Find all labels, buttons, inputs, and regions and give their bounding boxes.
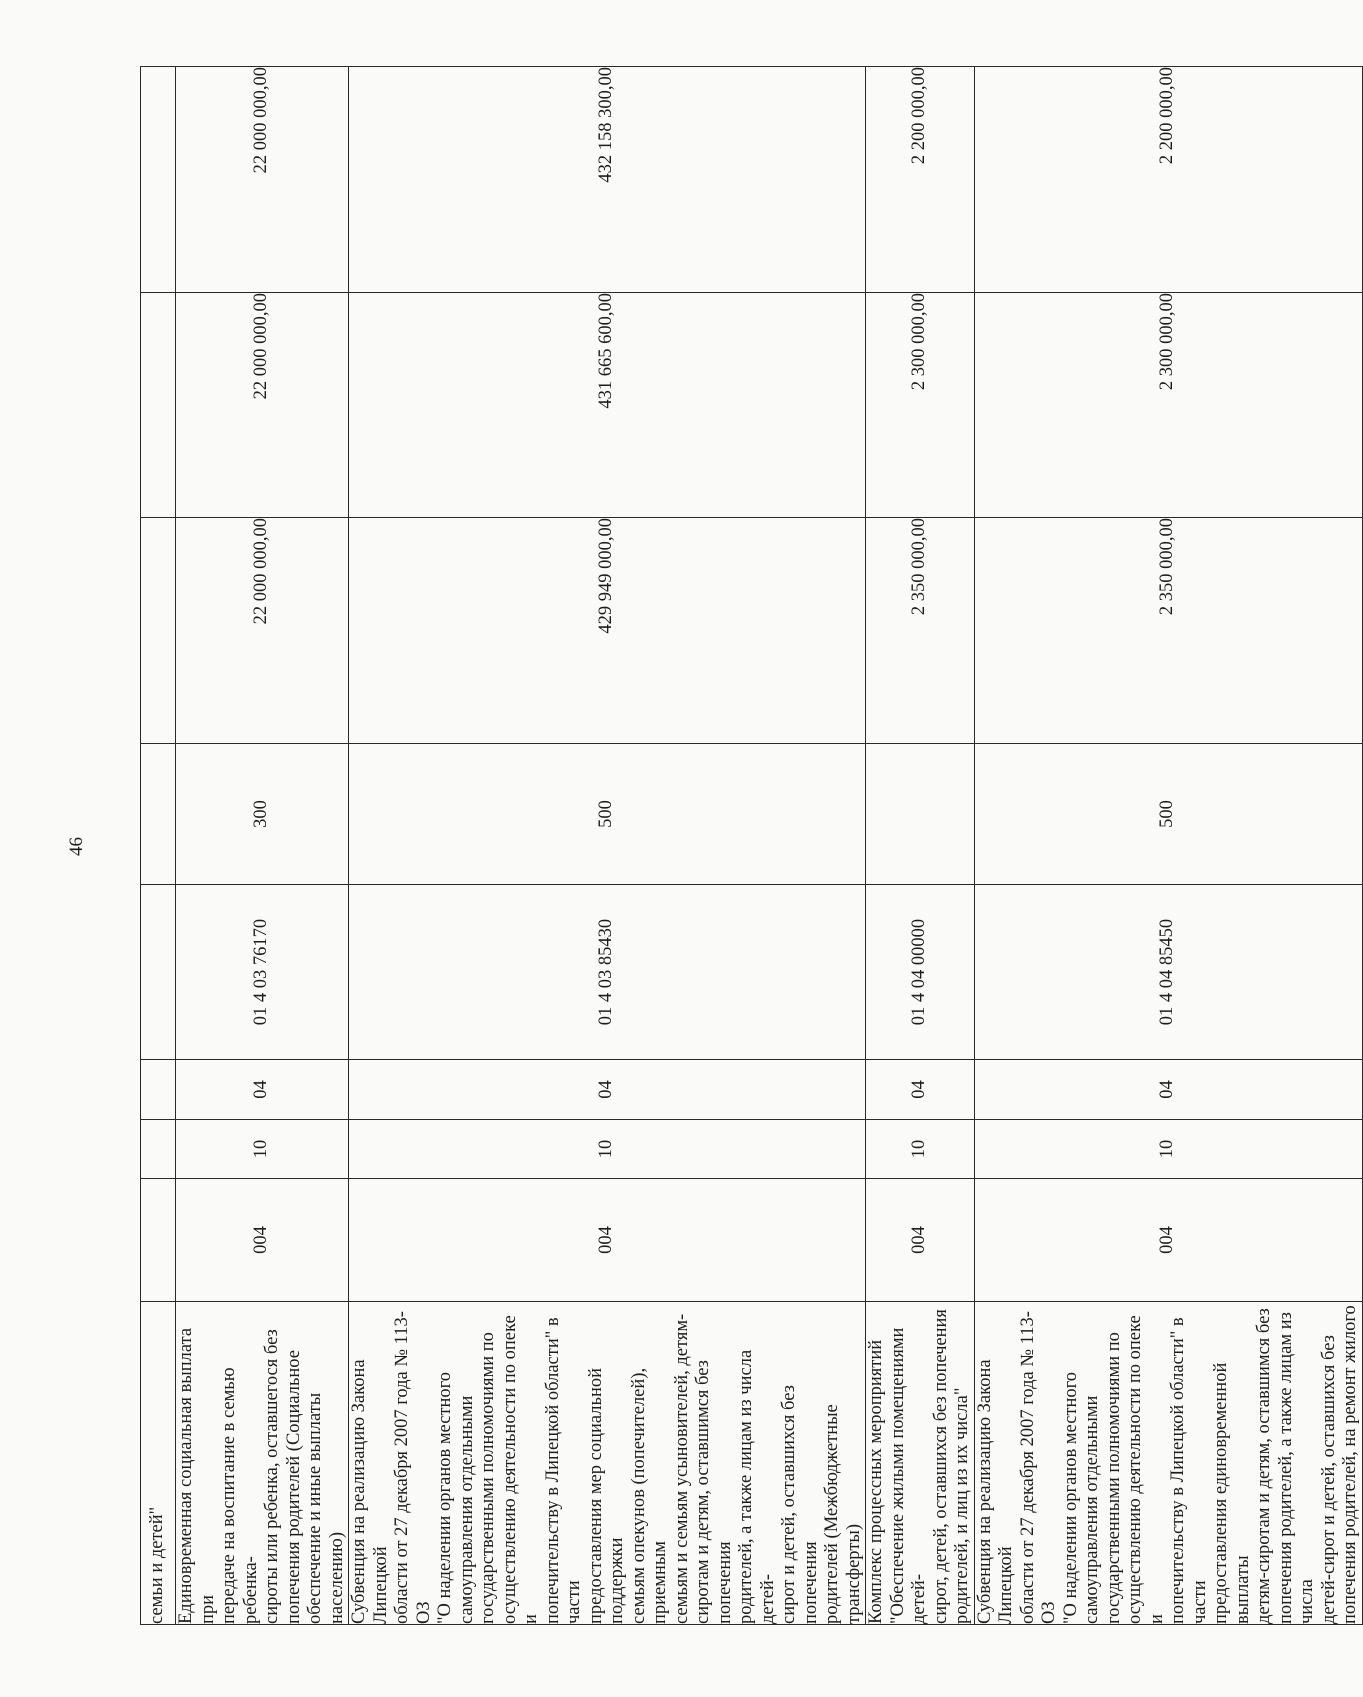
row-description: семьи и детей"	[141, 1302, 176, 1625]
cell-section	[141, 1120, 176, 1179]
cell-subsection: 04	[866, 1060, 975, 1120]
cell-year-1: 429 949 000,00	[349, 518, 866, 744]
page-number: 46	[66, 837, 87, 856]
table-row	[866, 67, 975, 1625]
cell-year-3: 432 158 300,00	[349, 67, 866, 293]
table-row	[349, 67, 866, 1625]
cell-year-2: 2 300 000,00	[974, 293, 1362, 518]
cell-target-item: 01 4 03 85430	[349, 885, 866, 1060]
cell-year-3: 2 200 000,00	[866, 67, 975, 293]
cell-code: 004	[866, 1179, 975, 1302]
cell-expense-type	[141, 744, 176, 885]
cell-year-3: 22 000 000,00	[176, 67, 349, 293]
cell-year-3: 2 200 000,00	[974, 67, 1362, 293]
cell-year-2: 431 665 600,00	[349, 293, 866, 518]
cell-section: 10	[349, 1120, 866, 1179]
cell-year-1: 2 350 000,00	[866, 518, 975, 744]
cell-code: 004	[176, 1179, 349, 1302]
cell-section: 10	[974, 1120, 1362, 1179]
cell-year-3	[141, 67, 176, 293]
cell-year-2	[141, 293, 176, 518]
row-description: Комплекс процессных мероприятий "Обеспечение жилыми помещениями детей- сирот, детей, оставшихся без попечения родителей, и лиц из их числа"	[866, 1302, 975, 1625]
cell-year-2: 22 000 000,00	[176, 293, 349, 518]
row-description: Субвенция на реализацию Закона Липецкой области от 27 декабря 2007 года № 113-ОЗ "О наделении органов местного самоуправления отдельными государственными полномочиями по осуществлению деятельности по опеке и попечительству в Липецкой области" в части предоставления мер социальной поддержки семьям опекунов (попечителей), приемным семьям и семьям усыновителей, детям- сиротам и детям, оставшимся без попечения родителей, а также лицам из числа детей- сирот и детей, оставшихся без попечения родителей (Межбюджетные трансферты)	[349, 1302, 866, 1625]
table-row	[176, 67, 349, 1625]
cell-target-item	[141, 885, 176, 1060]
cell-section: 10	[866, 1120, 975, 1179]
cell-code: 004	[349, 1179, 866, 1302]
cell-code: 004	[974, 1179, 1362, 1302]
cell-year-1: 22 000 000,00	[176, 518, 349, 744]
rotated-table-wrapper	[140, 67, 1360, 1625]
cell-subsection: 04	[176, 1060, 349, 1120]
cell-target-item: 01 4 04 85450	[974, 885, 1362, 1060]
cell-year-1: 2 350 000,00	[974, 518, 1362, 744]
cell-expense-type: 500	[349, 744, 866, 885]
row-description: Субвенция на реализацию Закона Липецкой области от 27 декабря 2007 года № 113-ОЗ "О наделении органов местного самоуправления отдельными государственными полномочиями по осуществлению деятельности по опеке и попечительству в Липецкой области" в части предоставления единовременной выплаты детям-сиротам и детям, оставшимся без попечения родителей, а также лицам из числа детей-сирот и детей, оставшихся без попечения родителей, на ремонт жилого	[974, 1302, 1362, 1625]
cell-target-item: 01 4 04 00000	[866, 885, 975, 1060]
cell-subsection: 04	[974, 1060, 1362, 1120]
table-row	[141, 67, 176, 1625]
cell-target-item: 01 4 03 76170	[176, 885, 349, 1060]
cell-subsection	[141, 1060, 176, 1120]
budget-table	[140, 66, 1363, 1625]
cell-expense-type	[866, 744, 975, 885]
table-row	[974, 67, 1362, 1625]
cell-expense-type: 500	[974, 744, 1362, 885]
cell-year-2: 2 300 000,00	[866, 293, 975, 518]
cell-year-1	[141, 518, 176, 744]
row-description: Единовременная социальная выплата при передаче на воспитание в семью ребенка- сироты или ребенка, оставшегося без попечения родителей (Социальное обеспечение и иные выплаты населению)	[176, 1302, 349, 1625]
cell-subsection: 04	[349, 1060, 866, 1120]
cell-expense-type: 300	[176, 744, 349, 885]
cell-section: 10	[176, 1120, 349, 1179]
cell-code	[141, 1179, 176, 1302]
